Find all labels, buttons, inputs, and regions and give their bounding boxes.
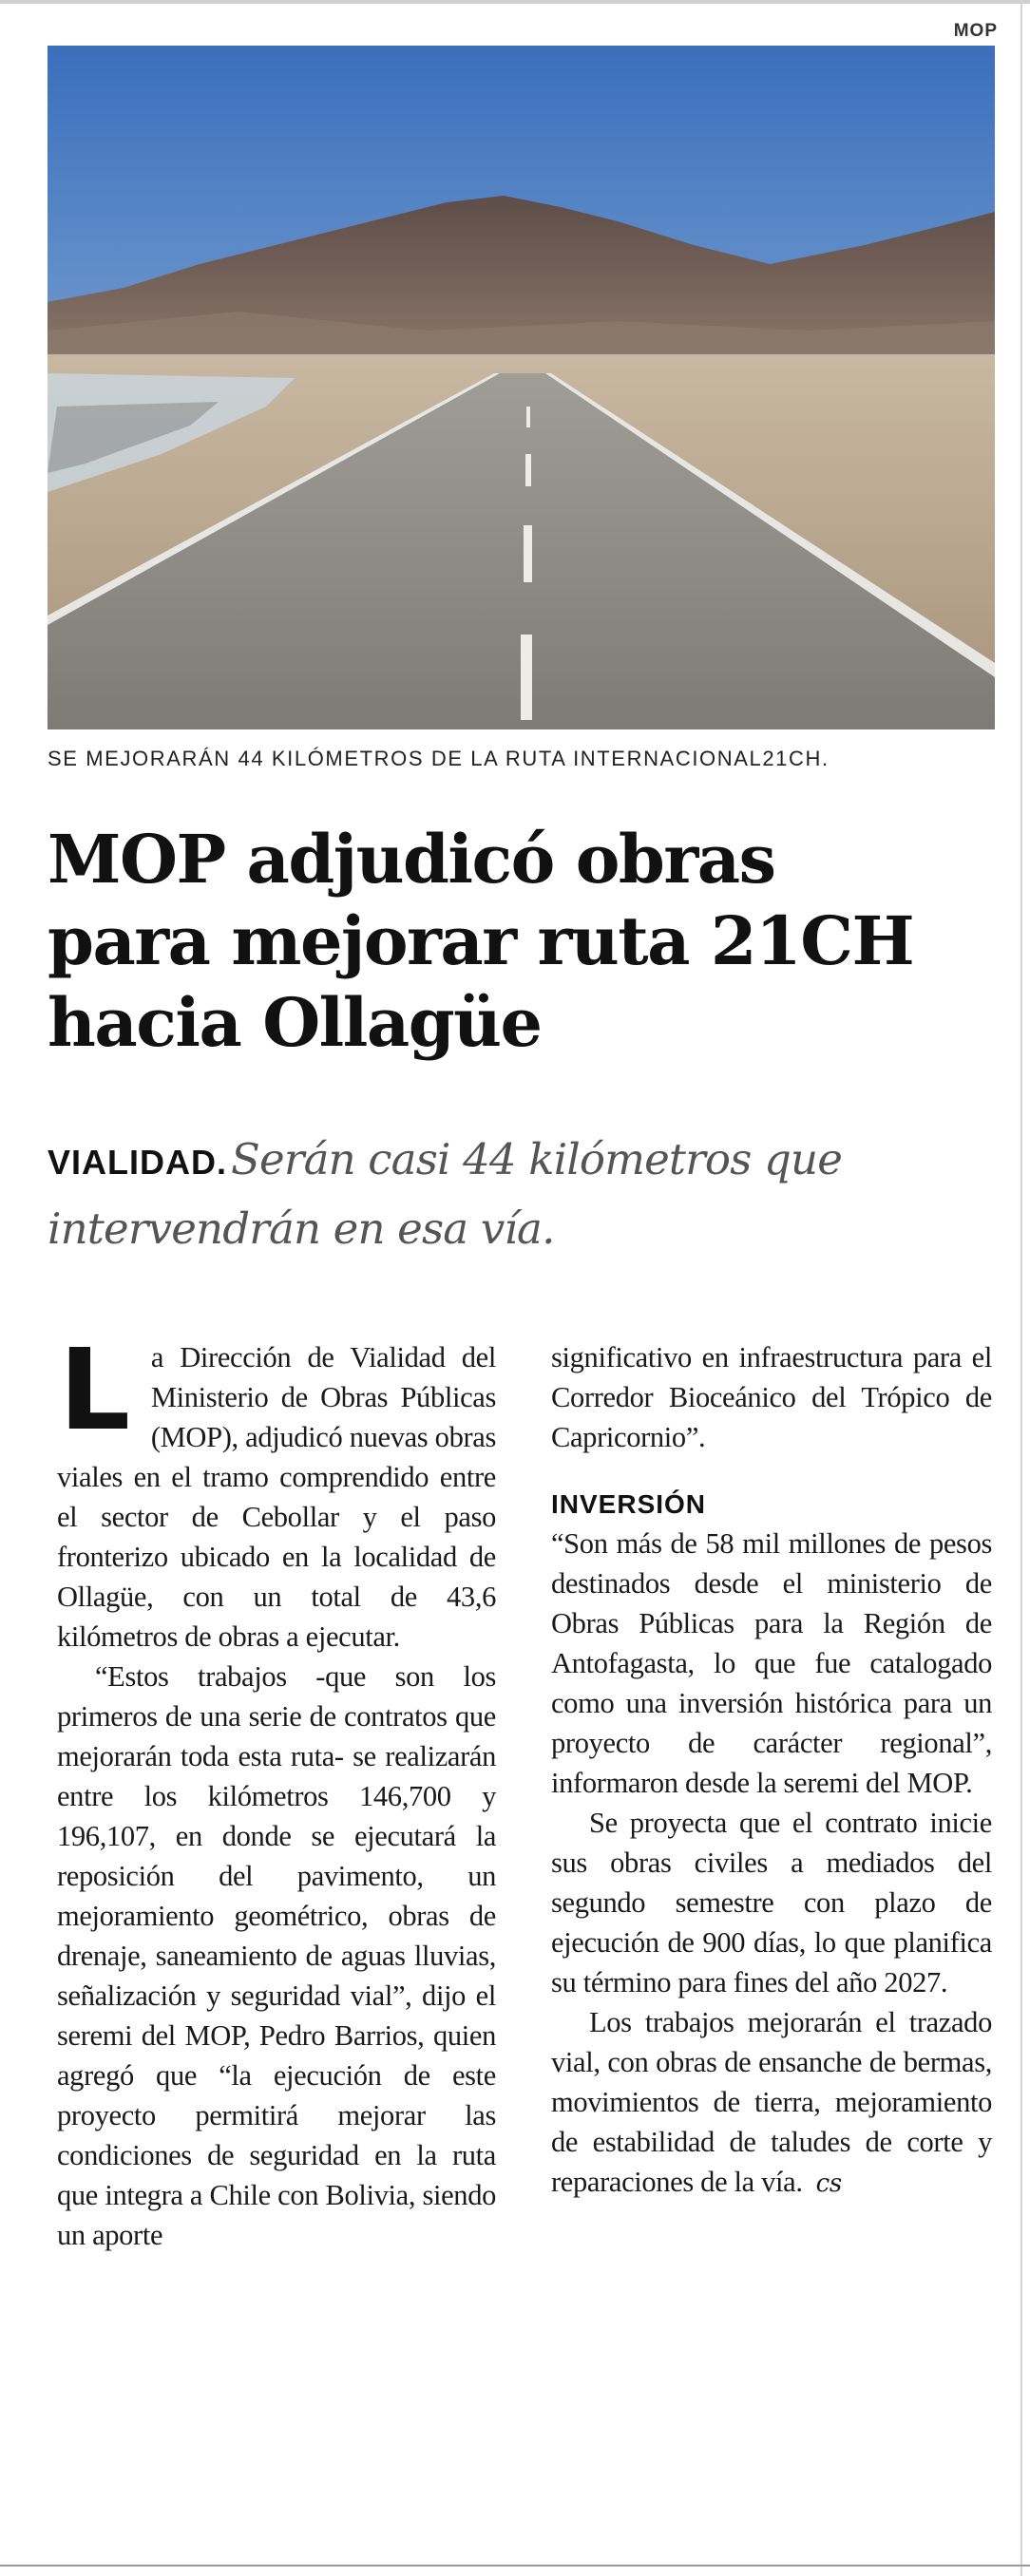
deck-text: Serán casi 44 kilómetros que intervendrán en esa vía. [48, 1134, 843, 1254]
paragraph-text: a Dirección de Vialidad del Ministerio de Obras Públicas (MOP), adjudicó nuevas obras viales en el tramo comprendido entre el sector de Cebollar y el paso fronterizo ubicado en la localidad de Ollagüe, con un total de 43,6 kilómetros de obras a ejecutar. [57, 1341, 496, 1653]
deck-label: VIALIDAD. [48, 1143, 227, 1182]
article-column-left [57, 1324, 496, 2255]
article-paragraph [57, 1324, 496, 1657]
headline [48, 819, 1007, 1064]
subhead-inversion: INVERSIÓN [551, 1489, 707, 1519]
headline-line: MOP adjudicó obras [48, 820, 775, 899]
article-paragraph: significativo en infraestructura para el Corredor Bioceánico del Trópico de Capricornio”. [551, 1341, 992, 1453]
road-landscape-image [48, 46, 995, 729]
end-mark-icon: cs [815, 2169, 842, 2198]
deck [48, 1130, 998, 1269]
article-paragraph [551, 2002, 992, 2204]
article-paragraph: “Son más de 58 mil millones de pesos destinados desde el ministerio de Obras Públicas para la Región de Antofagasta, lo que fue catalogado como una inversión histórica para un proyecto de carácter regional”, informaron desde la seremi del MOP. [551, 1527, 992, 1799]
dropcap: L [59, 1324, 130, 1455]
top-rule [0, 0, 1030, 4]
article-paragraph: Se proyecta que el contrato inicie sus obras civiles a mediados del segundo semestre con plazo de ejecución de 900 días, lo que planifica su término para fines del año 2027. [551, 1807, 992, 1998]
photo-caption: SE MEJORARÁN 44 KILÓMETROS DE LA RUTA INTERNACIONAL21CH. [48, 747, 830, 770]
right-border [1020, 0, 1022, 2576]
article-column-right [551, 1337, 992, 2204]
paragraph-text: Los trabajos mejorarán el trazado vial, con obras de ensanche de bermas, movimientos de tierra, mejoramiento de estabilidad de taludes de corte y reparaciones de la vía. [551, 2006, 992, 2198]
article-photo [48, 46, 995, 729]
bottom-rule [0, 2565, 1030, 2567]
article-paragraph: “Estos trabajos -que son los primeros de una serie de contratos que mejorarán toda esta ruta- se realizarán entre los kilómetros 146,700 y 196,107, en donde se ejecutará la reposición del pavimento, un mejoramiento geométrico, obras de drenaje, saneamiento de aguas lluvias, señalización y seguridad vial”, dijo el seremi del MOP, Pedro Barrios, quien agregó que “la ejecución de este proyecto permitirá mejorar las condiciones de seguridad en la ruta que integra a Chile con Bolivia, siendo un aporte [57, 1660, 496, 2251]
headline-line: hacia Ollagüe [48, 983, 542, 1062]
section-tag: MOP [953, 21, 998, 41]
headline-line: para mejorar ruta 21CH [48, 901, 914, 980]
